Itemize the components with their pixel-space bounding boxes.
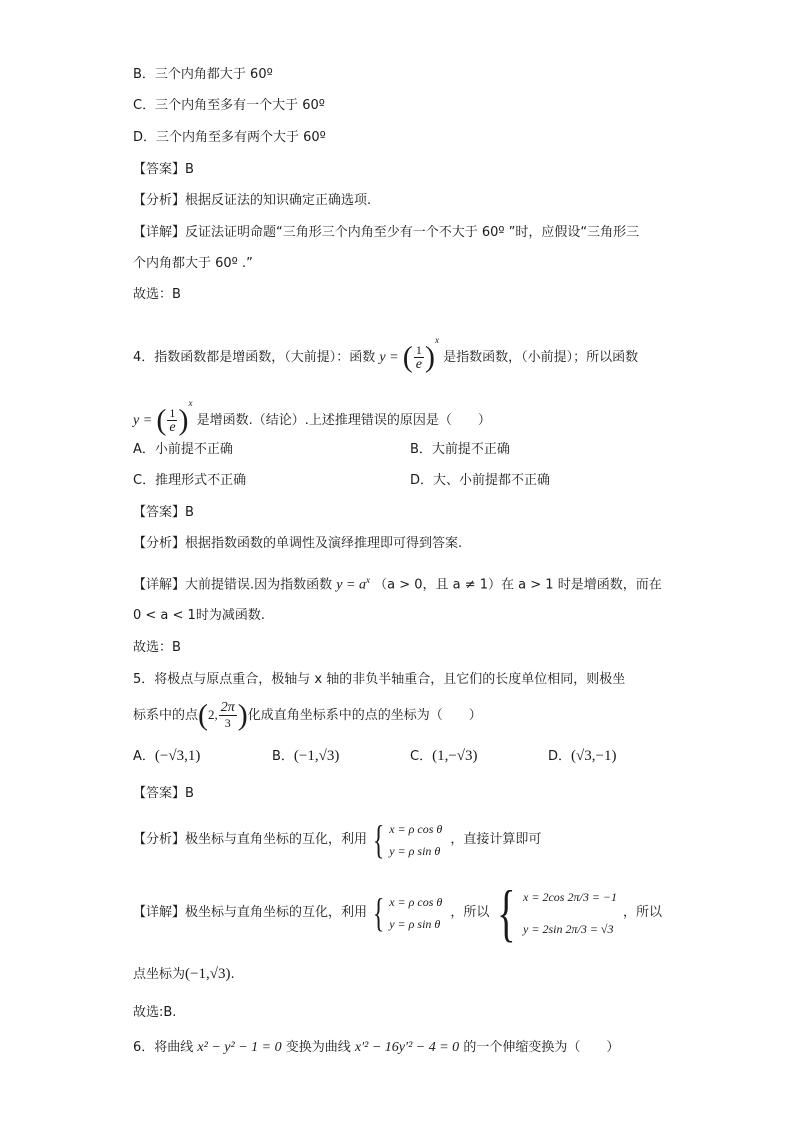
q4-answer [133, 504, 194, 522]
left-paren: ( [198, 698, 209, 732]
polar-system [369, 891, 442, 935]
q4-conclusion: 故选：B [133, 640, 181, 655]
q3-conclusion: 故选：B [133, 287, 181, 302]
detail-text: 极坐标与直角坐标的互化，利用 [185, 905, 368, 920]
q3-detail-line1 [133, 224, 639, 242]
left-brace-icon: { [497, 877, 516, 948]
sys-row-1: x = ρ cos θ [389, 822, 443, 836]
option-value: (−1,√3) [293, 748, 340, 764]
option-label: D． [548, 749, 572, 764]
detail-condition: （a > 0，且 a ≠ 1）在 a > 1 时是增函数，而在 [374, 577, 662, 593]
calc-row-1: x = 2cos 2π/3 = −1 [523, 890, 618, 904]
q4-analysis [133, 535, 462, 553]
answer-value: B [185, 786, 194, 801]
detail-text-2: ，所以 [450, 905, 490, 920]
q5-stem-part2a: 标系中的点 [133, 708, 199, 723]
q4-y-eq: y = [379, 350, 399, 365]
q4-detail-line2: 0 < a < 1时为减函数. [133, 608, 265, 623]
analysis-tag: 【分析】 [133, 832, 186, 847]
q4-stem-part3: 是增函数.（结论）.上述推理错误的原因是（ ） [196, 413, 491, 428]
q5-option-b [272, 747, 339, 766]
q4-detail-line1 [133, 571, 662, 594]
option-value: (−√3,1) [154, 748, 201, 764]
left-brace-icon: { [372, 817, 385, 862]
frac-num: 2π [220, 700, 235, 715]
q5-stem-line2 [133, 697, 482, 734]
calc-system [491, 877, 618, 948]
q4-stem-part2: 是指数函数，（小前提）；所以函数 [443, 350, 639, 365]
answer-tag: 【答案】 [133, 786, 186, 801]
exponent: x [188, 398, 193, 408]
q5-fraction [219, 701, 237, 730]
q4-option-d: D．大、小前提都不正确 [410, 473, 551, 488]
answer-value: B [185, 505, 194, 520]
q6-stem [133, 1039, 619, 1057]
answer-tag: 【答案】 [133, 162, 186, 177]
sys-row-2: y = ρ sin θ [389, 917, 441, 931]
q3-analysis [133, 192, 371, 210]
analysis-text: 根据指数函数的单调性及演绎推理即可得到答案. [185, 536, 463, 551]
q4-stem-line1 [133, 322, 638, 376]
detail-text: 点坐标为 [133, 967, 186, 982]
q3-answer [133, 161, 194, 179]
q4-fraction-2 [167, 406, 177, 435]
right-paren: ) [237, 698, 248, 732]
q6-stem-part3: 的一个伸缩变换为（ ） [463, 1040, 620, 1055]
left-brace-icon: { [372, 890, 385, 935]
q3-option-d: D．三个内角至多有两个大于 60º [133, 130, 326, 145]
analysis-text: 极坐标与直角坐标的互化，利用 [185, 832, 368, 847]
detail-tag: 【详解】 [133, 577, 186, 593]
option-value: (√3,−1) [571, 748, 617, 764]
left-paren: ( [402, 340, 413, 374]
answer-tag: 【答案】 [133, 505, 186, 520]
q3-option-b: B．三个内角都大于 60º [133, 67, 273, 82]
option-value: (1,−√3) [432, 748, 478, 764]
frac-num: 1 [415, 343, 422, 357]
q6-curve1: x² − y² − 1 = 0 [197, 1040, 282, 1055]
q4-option-b: B．大前提不正确 [410, 442, 510, 457]
analysis-text: 根据反证法的知识确定正确选项. [185, 193, 372, 208]
q5-answer [133, 785, 194, 803]
q6-stem-part2: 变换为曲线 [285, 1040, 351, 1055]
frac-den: e [415, 357, 422, 372]
q4-stem-line2 [133, 385, 491, 439]
polar-system [369, 818, 442, 862]
sys-row-2: y = ρ sin θ [389, 844, 441, 858]
left-paren: ( [156, 403, 167, 437]
frac-den: e [169, 420, 176, 435]
exponent: x [365, 575, 370, 585]
q5-option-d [548, 747, 616, 766]
sys-row-1: x = ρ cos θ [389, 895, 443, 909]
option-label: B． [272, 749, 294, 764]
q3-option-c: C．三个内角至多有一个大于 60º [133, 98, 325, 113]
detail-point: (−1,√3) [185, 966, 231, 982]
calc-row-2: y = 2sin 2π/3 = √3 [523, 922, 614, 936]
analysis-text-2: ，直接计算即可 [450, 832, 542, 847]
detail-formula: y = a [336, 577, 366, 593]
q6-stem-part1: 6．将曲线 [133, 1040, 194, 1055]
frac-num: 1 [169, 406, 176, 420]
detail-text: 反证法证明命题“三角形三个内角至少有一个不大于 60º ”时，应假设“三角形三 [185, 225, 640, 240]
right-paren: ) [178, 403, 189, 437]
frac-den: 3 [224, 716, 231, 730]
q5-stem-part2b: 化成直角坐标系中的点的坐标为（ ） [247, 708, 482, 723]
analysis-tag: 【分析】 [133, 193, 186, 208]
q4-y-eq-2: y = [133, 413, 153, 428]
option-label: A． [133, 749, 155, 764]
q4-fraction [414, 343, 424, 372]
q5-detail-line2 [133, 965, 235, 984]
answer-value: B [185, 162, 194, 177]
q4-stem-part1: 4．指数函数都是增函数，（大前提）：函数 [133, 350, 376, 365]
q4-option-a: A．小前提不正确 [133, 442, 233, 457]
q5-conclusion: 故选:B. [133, 1005, 177, 1020]
q4-option-c: C．推理形式不正确 [133, 473, 247, 488]
q5-option-c [410, 747, 478, 766]
detail-text: 大前提错误.因为指数函数 [185, 577, 333, 593]
q5-analysis [133, 817, 541, 863]
detail-tag: 【详解】 [133, 225, 186, 240]
q3-detail-line2: 个内角都大于 60º .” [133, 256, 253, 271]
detail-tag: 【详解】 [133, 905, 186, 920]
point-text: 2, [208, 707, 218, 722]
option-label: C． [410, 749, 433, 764]
detail-text-3: ，所以 [623, 905, 663, 920]
q5-option-a [133, 747, 200, 766]
q6-curve2: x′² − 16y′² − 4 = 0 [354, 1040, 460, 1055]
q5-detail-line1 [133, 875, 662, 951]
q5-stem-line1: 5．将极点与原点重合，极轴与 x 轴的非负半轴重合，且它们的长度单位相同，则极坐 [133, 672, 626, 687]
exponent: x [434, 335, 439, 345]
right-paren: ) [424, 340, 435, 374]
detail-end: . [230, 967, 235, 982]
analysis-tag: 【分析】 [133, 536, 186, 551]
